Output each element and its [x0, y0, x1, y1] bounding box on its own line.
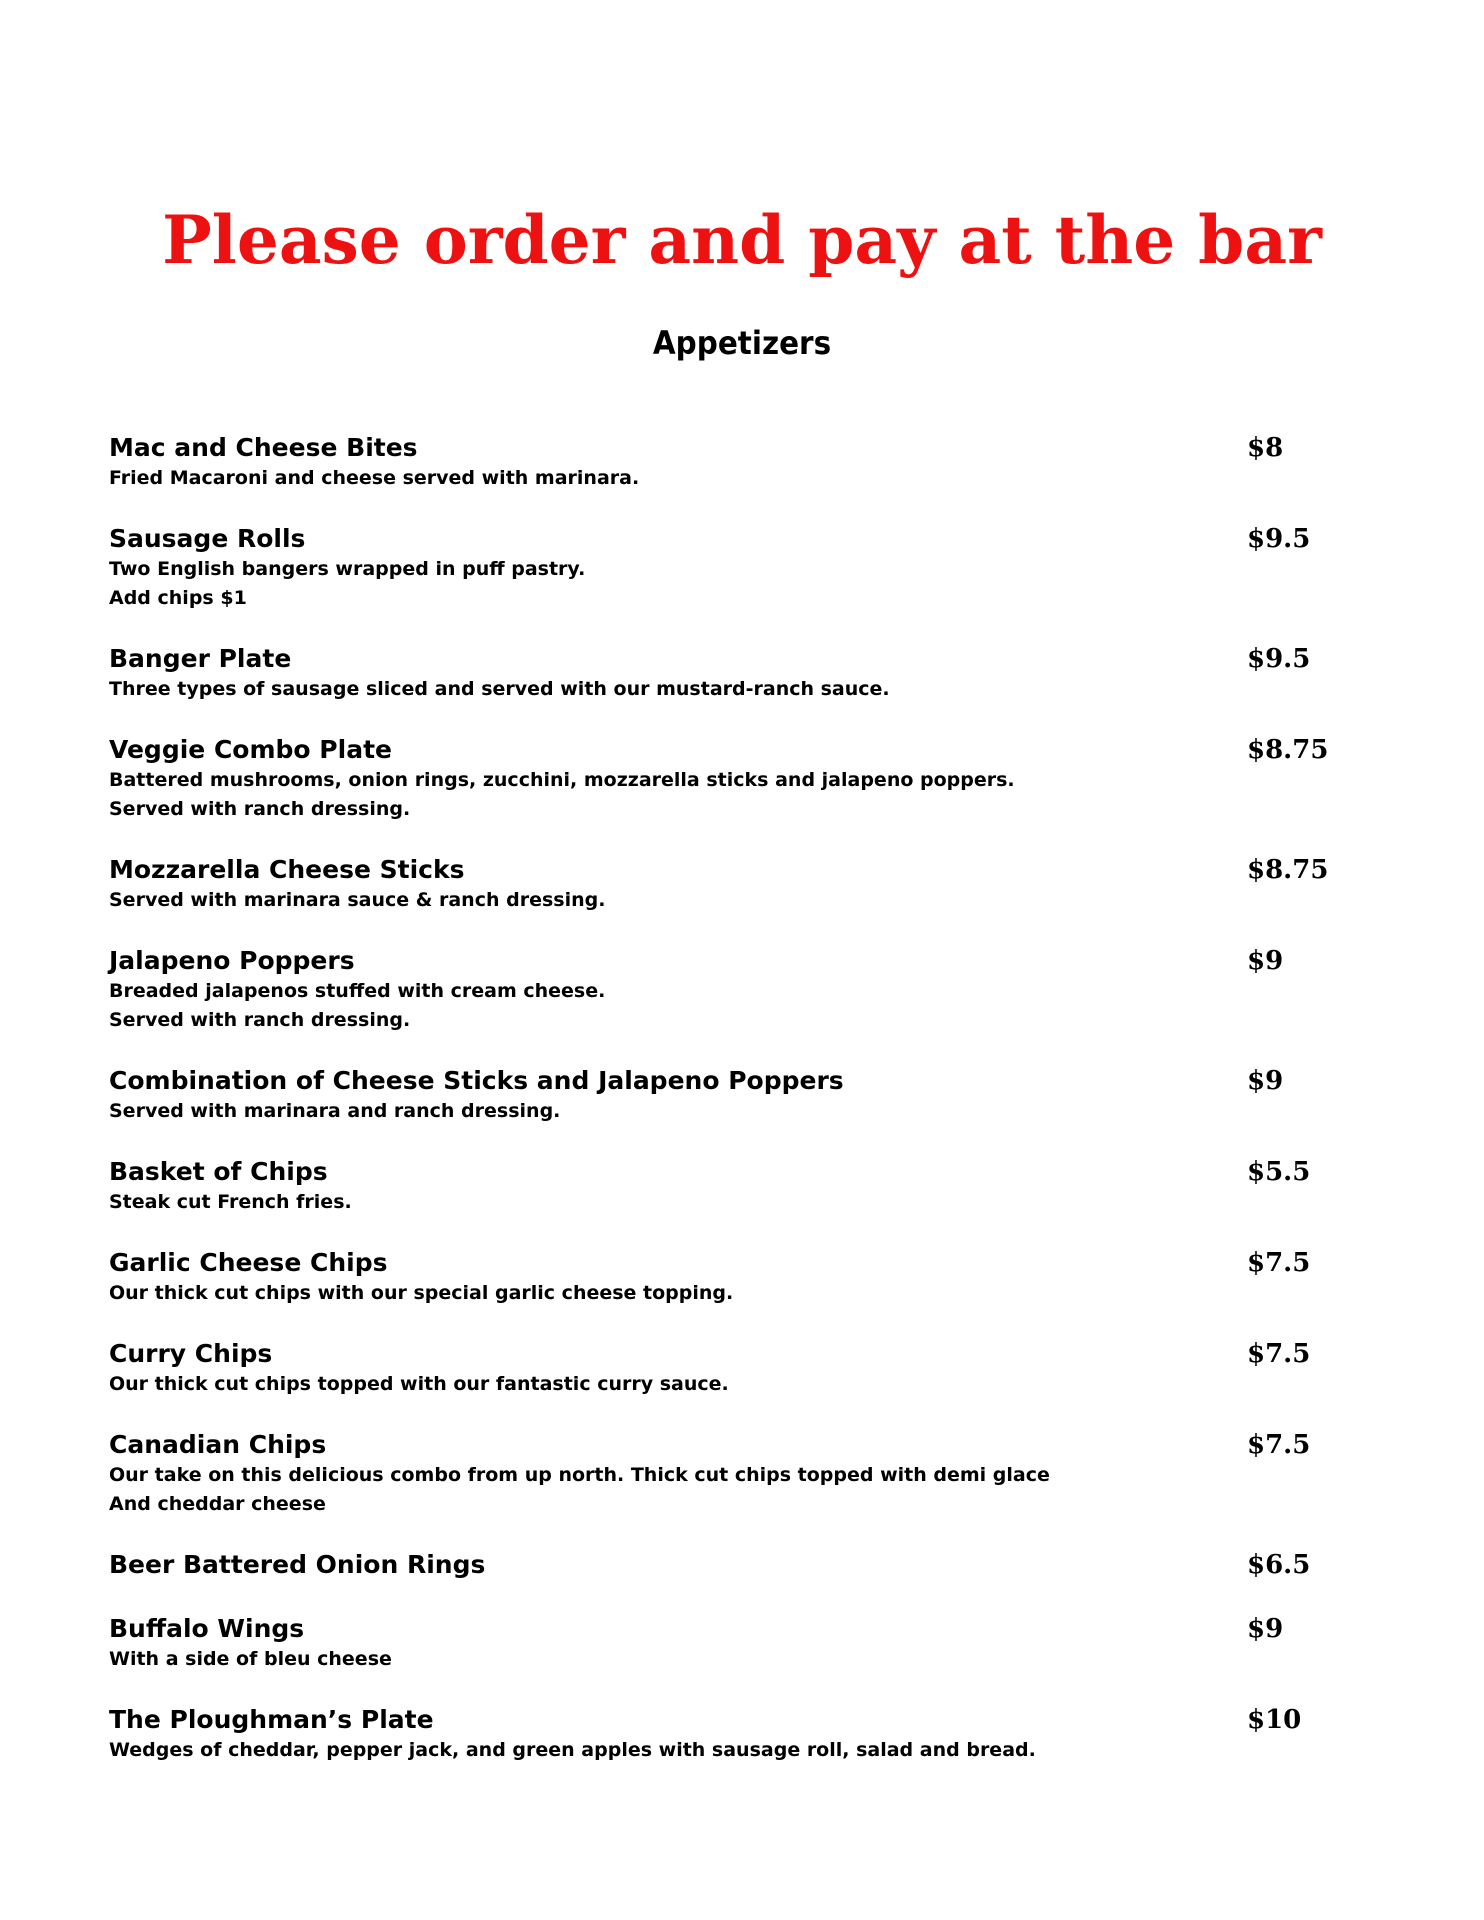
item-name: Curry Chips — [109, 1339, 273, 1368]
item-price: $5.5 — [1247, 1157, 1311, 1187]
item-price: $9.5 — [1247, 644, 1311, 674]
item-name: Veggie Combo Plate — [109, 735, 392, 764]
menu-item — [109, 1247, 1369, 1308]
menu-item — [109, 1156, 1369, 1217]
item-price: $9 — [1247, 1066, 1284, 1096]
item-price: $9.5 — [1247, 524, 1311, 554]
menu-item — [109, 854, 1369, 915]
item-name: Buffalo Wings — [109, 1614, 305, 1643]
item-name: Jalapeno Poppers — [109, 946, 355, 975]
item-name: Sausage Rolls — [109, 524, 306, 553]
item-name: Banger Plate — [109, 644, 292, 673]
item-price: $7.5 — [1247, 1339, 1311, 1369]
item-description: Served with ranch dressing. — [109, 1009, 411, 1031]
item-description: Our thick cut chips with our special garlic cheese topping. — [109, 1282, 734, 1304]
item-name: Garlic Cheese Chips — [109, 1248, 388, 1277]
menu-item — [109, 1704, 1369, 1765]
item-price: $9 — [1247, 1614, 1284, 1644]
menu-item — [109, 432, 1369, 493]
item-name: Mozzarella Cheese Sticks — [109, 855, 465, 884]
item-description: Served with marinara sauce & ranch dressing. — [109, 889, 606, 911]
item-description: Our thick cut chips topped with our fantastic curry sauce. — [109, 1373, 729, 1395]
item-description: Steak cut French fries. — [109, 1191, 352, 1213]
item-price: $7.5 — [1247, 1430, 1311, 1460]
item-description: Two English bangers wrapped in puff pastry. — [109, 558, 586, 580]
item-name: Canadian Chips — [109, 1430, 327, 1459]
item-name: Combination of Cheese Sticks and Jalapeno Poppers — [109, 1066, 844, 1095]
item-description: Wedges of cheddar, pepper jack, and green apples with sausage roll, salad and bread. — [109, 1739, 1036, 1761]
item-description: Battered mushrooms, onion rings, zucchini, mozzarella sticks and jalapeno poppers. — [109, 769, 1015, 791]
menu-item — [109, 1429, 1369, 1519]
menu-item — [109, 945, 1369, 1035]
item-description: With a side of bleu cheese — [109, 1648, 392, 1670]
item-description: Breaded jalapenos stuffed with cream cheese. — [109, 980, 606, 1002]
item-name: Mac and Cheese Bites — [109, 433, 418, 462]
item-description: Served with marinara and ranch dressing. — [109, 1100, 561, 1122]
item-name: The Ploughman’s Plate — [109, 1705, 434, 1734]
item-price: $9 — [1247, 946, 1284, 976]
item-description: Served with ranch dressing. — [109, 798, 411, 820]
item-name: Basket of Chips — [109, 1157, 328, 1186]
item-price: $10 — [1247, 1705, 1302, 1735]
menu-item — [109, 1338, 1369, 1399]
order-at-bar-banner: Please order and pay at the bar — [162, 201, 1322, 279]
item-price: $7.5 — [1247, 1248, 1311, 1278]
item-description: Fried Macaroni and cheese served with marinara. — [109, 467, 640, 489]
item-description: And cheddar cheese — [109, 1493, 326, 1515]
item-price: $8 — [1247, 433, 1284, 463]
item-price: $8.75 — [1247, 855, 1329, 885]
item-price: $6.5 — [1247, 1550, 1311, 1580]
item-description: Add chips $1 — [109, 587, 247, 609]
menu-item — [109, 1065, 1369, 1126]
menu-item — [109, 1549, 1369, 1581]
menu-item — [109, 643, 1369, 704]
menu-item — [109, 523, 1369, 613]
item-price: $8.75 — [1247, 735, 1329, 765]
item-description: Three types of sausage sliced and served with our mustard-ranch sauce. — [109, 678, 890, 700]
section-title-appetizers: Appetizers — [652, 324, 832, 362]
item-description: Our take on this delicious combo from up north. Thick cut chips topped with demi glace — [109, 1464, 1050, 1486]
item-name: Beer Battered Onion Rings — [109, 1550, 486, 1579]
menu-item — [109, 734, 1369, 824]
appetizer-list — [109, 432, 1369, 1795]
menu-item — [109, 1613, 1369, 1674]
